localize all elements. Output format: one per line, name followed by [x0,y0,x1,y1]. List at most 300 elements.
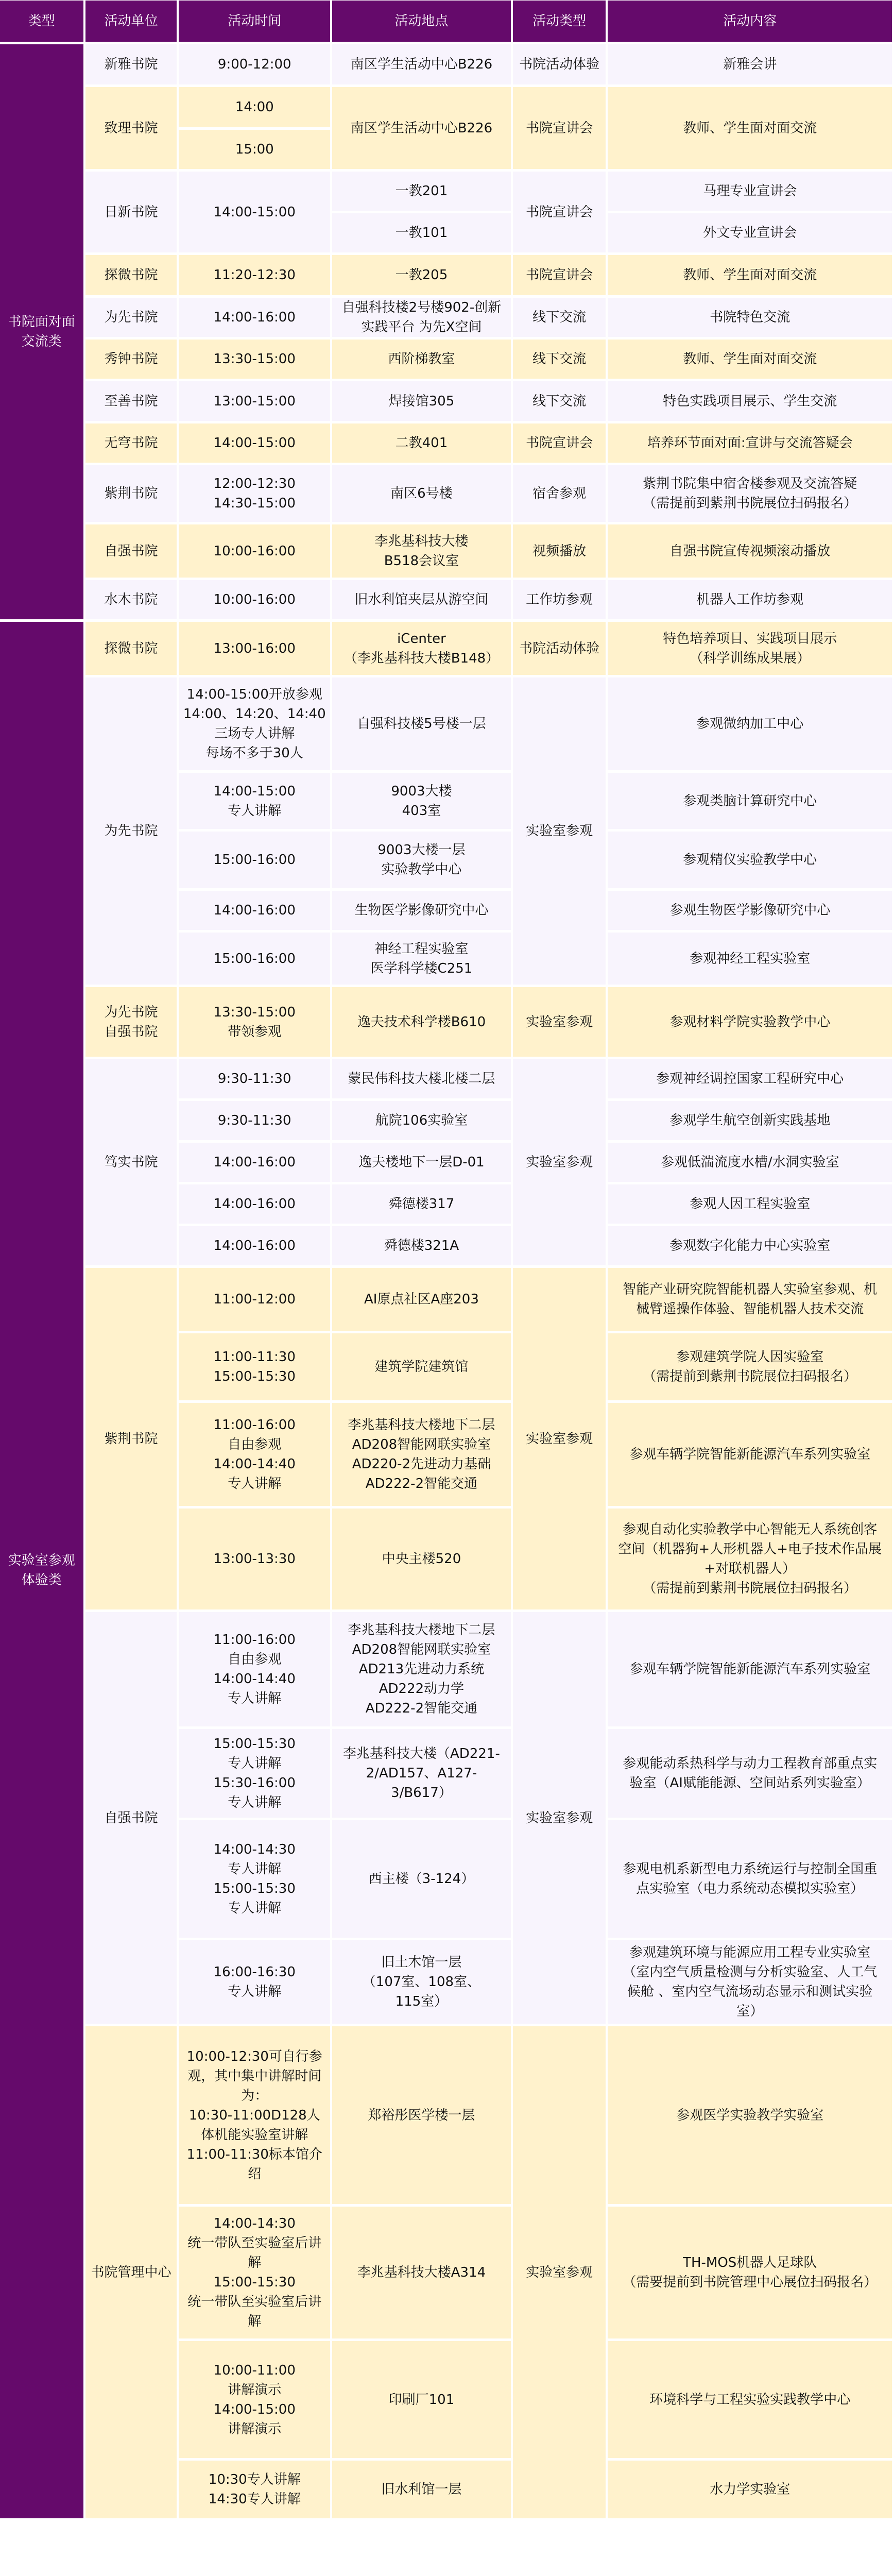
time-text-line: 14:00-14:30 [213,2216,296,2231]
cell-time [179,1509,330,1609]
place-text-line: 西阶梯教室 [388,351,455,367]
cell-unit [85,1268,177,1609]
cell-place [332,172,511,211]
cell-time [179,1820,330,1938]
table-row [0,340,892,379]
time-text-line: 14:00-16:00 [213,903,296,918]
cell-content [608,524,892,578]
content-text-line: 教师、学生面对面交流 [683,351,817,367]
cell-unit [85,87,177,169]
unit-text-line: 自强书院 [104,1024,158,1040]
place-text-line: 中央主楼520 [382,1551,461,1567]
cell-place [332,340,511,379]
content-text-line: 机器人工作坊参观 [696,592,804,607]
content-text-line: 参观生物医学影像研究中心 [669,903,831,918]
cell-unit [85,423,177,463]
time-text-line: 9:30-11:30 [217,1113,291,1128]
time-text-line: 15:00-15:30 [213,1369,296,1384]
cell-content [608,891,892,930]
cell-time [179,465,330,522]
cell-content [608,255,892,295]
content-text-line: （科学训练成果展） [690,650,811,666]
unit-text-line: 为先书院 [104,1004,158,1020]
place-text-line: 郑裕彤医学楼一层 [368,2107,475,2123]
table-row [0,465,892,522]
time-text-line: 14:00-16:00 [213,1238,296,1253]
unit-text-line: 至善书院 [104,393,158,409]
place-text-line: 焊接馆305 [388,393,455,409]
cell-place [332,1184,511,1224]
table-row [0,1612,892,1726]
header-time: 活动时间 [179,1,330,42]
content-text-line: 书院特色交流 [710,310,790,325]
cell-content [608,677,892,770]
type-text-line: 视频播放 [532,543,587,559]
cell-time [179,832,330,888]
cell-place [332,2461,511,2518]
content-text-line: （需提前到紫荆书院展位扫码报名） [643,496,857,511]
place-text-line: 李兆基科技大楼A314 [357,2265,486,2280]
cell-content [608,1268,892,1331]
cell-time [179,381,330,421]
time-text-line: 14:00-15:00 [213,435,296,451]
place-text-line: 2/AD157、A127- [366,1766,477,1781]
time-text-line: 11:00-12:00 [213,1292,296,1307]
place-text-line: 生物医学影像研究中心 [354,903,489,918]
cell-place [332,298,511,337]
cell-time [179,1184,330,1224]
time-text-line: 12:00-12:30 [213,476,296,492]
cell-content [608,933,892,985]
cell-content [608,1101,892,1140]
place-text-line: 李兆基科技大楼 [374,533,469,549]
cell-place [332,1143,511,1182]
content-text-line: +对联机器人） [704,1561,796,1577]
cell-type [513,1612,606,2024]
unit-text-line: 紫荆书院 [104,486,158,501]
table-row [0,172,892,211]
cell-content [608,580,892,619]
cell-content [608,1226,892,1265]
cell-type [513,2026,606,2518]
content-text-line: 空间（机器狗+人形机器人+电子技术作品展 [618,1541,882,1557]
cell-content [608,87,892,169]
time-text-line: 为： [241,2088,268,2104]
category-text-line: 实验室参观 [8,1552,75,1568]
time-text-line: 14:00-15:00 [213,783,296,799]
cell-place [332,1729,511,1818]
cell-type [513,677,606,985]
cell-content [608,987,892,1057]
place-text-line: AD208智能网联实验室 [352,1437,491,1452]
cell-time [179,933,330,985]
time-text-line: 15:00-15:30 [213,1736,296,1752]
cell-type [513,580,606,619]
cell-place [332,423,511,463]
cell-content [608,423,892,463]
place-text-line: 二教401 [395,435,448,451]
time-text-line: 绍 [248,2166,262,2182]
unit-text-line: 探微书院 [104,640,158,656]
cell-content [608,1403,892,1506]
cell-category [0,622,83,2518]
time-text-line: 14:00-16:00 [213,1196,296,1212]
place-text-line: iCenter [397,631,446,647]
category-text-line: 体验类 [21,1572,62,1588]
content-text-line: 参观能动系热科学与动力工程教育部重点实 [623,1756,878,1771]
content-text-line: 环境科学与工程实验实践教学中心 [649,2392,851,2408]
unit-text-line: 新雅书院 [104,57,158,72]
cell-place [332,524,511,578]
cell-unit [85,987,177,1057]
time-text-line: 13:00-15:00 [213,393,296,409]
type-text-line: 线下交流 [532,393,587,409]
cell-type [513,381,606,421]
unit-text-line: 水木书院 [104,592,158,607]
cell-place [332,933,511,985]
type-text-line: 实验室参观 [526,2264,593,2280]
place-text-line: AD208智能网联实验室 [352,1642,491,1657]
cell-content [608,1509,892,1609]
time-text-line: 9:00-12:00 [217,57,291,72]
table-row [0,255,892,295]
place-text-line: 9003大楼 [391,783,452,799]
cell-place [332,1940,511,2024]
content-text-line: 培养环节面对面:宣讲与交流答疑会 [647,435,853,451]
cell-time [179,524,330,578]
place-text-line: 舜德楼321A [384,1238,459,1253]
place-text-line: 蒙民伟科技大楼北楼二层 [348,1071,495,1087]
cell-time [179,1226,330,1265]
place-text-line: 9003大楼一层 [377,842,466,858]
cell-unit [85,622,177,675]
cell-unit [85,524,177,578]
place-text-line: 舜德楼317 [388,1196,455,1212]
time-text-line: 专人讲解 [228,1476,282,1492]
cell-time [179,1059,330,1098]
content-text-line: 参观精仪实验教学中心 [683,852,817,868]
cell-time [179,1101,330,1140]
content-text-line: 教师、学生面对面交流 [683,120,817,136]
type-text-line: 书院活动体验 [519,640,600,656]
content-text-line: 参观人因工程实验室 [690,1196,811,1212]
unit-text-line: 探微书院 [104,267,158,283]
cell-time [179,1729,330,1818]
cell-place [332,381,511,421]
cell-content [608,1184,892,1224]
cell-place [332,622,511,675]
content-text-line: 参观学生航空创新实践基地 [669,1113,831,1128]
time-text-line: 14:00-15:00 [213,204,296,220]
cell-content [608,1940,892,2024]
cell-content [608,773,892,829]
cell-type [513,255,606,295]
cell-unit [85,255,177,295]
cell-unit [85,298,177,337]
cell-time [179,1940,330,2024]
cell-content [608,2026,892,2204]
category-text-line: 交流类 [21,334,62,349]
place-text-line: 南区学生活动中心B226 [350,57,493,72]
place-text-line: 建筑学院建筑馆 [374,1359,469,1375]
time-text-line: 带领参观 [228,1024,282,1040]
time-text-line: 自由参观 [228,1437,282,1452]
place-text-line: AD222-2智能交通 [365,1701,478,1716]
time-text-line: 15:00 [235,142,274,157]
cell-time [179,1403,330,1506]
cell-unit [85,580,177,619]
cell-content [608,1059,892,1098]
time-text-line: 10:00-16:00 [213,543,296,559]
content-text-line: 马理专业宣讲会 [703,183,797,199]
cell-content [608,2341,892,2458]
time-text-line: 14:00-14:40 [213,1671,296,1687]
content-text-line: 紫荆书院集中宿舍楼参观及交流答疑 [643,476,857,492]
type-text-line: 书院宣讲会 [526,204,593,220]
cell-content [608,622,892,675]
unit-text-line: 自强书院 [104,543,158,559]
cell-place [332,465,511,522]
cell-time [179,2026,330,2204]
table-row [0,622,892,675]
cell-place [332,832,511,888]
place-text-line: 逸夫技术科学楼B610 [357,1014,486,1030]
place-text-line: 一教101 [395,225,448,241]
unit-text-line: 日新书院 [104,204,158,220]
content-text-line: 教师、学生面对面交流 [683,267,817,283]
type-text-line: 实验室参观 [526,823,593,839]
place-text-line: 航院106实验室 [375,1113,468,1128]
table-row [0,2026,892,2204]
cell-place [332,213,511,252]
cell-type [513,87,606,169]
content-text-line: 参观自动化实验教学中心智能无人系统创客 [623,1522,878,1537]
place-text-line: AD222动力学 [379,1681,465,1697]
type-text-line: 实验室参观 [526,1155,593,1170]
cell-time [179,44,330,84]
table-row [0,677,892,770]
content-text-line: （需提前到紫荆书院展位扫码报名） [643,1581,857,1596]
time-text-line: 专人讲解 [228,1691,282,1706]
cell-content [608,1333,892,1400]
time-text-line: 10:30-11:00D128人 [188,2107,320,2123]
cell-time [179,2207,330,2338]
time-text-line: 15:30-16:00 [213,1775,296,1791]
cell-place [332,1226,511,1265]
place-text-line: 自强科技楼2号楼902-创新 [341,300,502,315]
content-text-line: 参观类脑计算研究中心 [683,793,817,809]
time-text-line: 14:00-14:30 [213,1842,296,1857]
cell-place [332,1509,511,1609]
time-text-line: 观，其中集中讲解时间 [187,2068,322,2084]
cell-place [332,580,511,619]
place-text-line: 自强科技楼5号楼一层 [357,716,486,732]
cell-content [608,1729,892,1818]
cell-type [513,465,606,522]
time-text-line: 13:30-15:00 [213,1004,296,1020]
table-row [0,580,892,619]
place-text-line: 一教201 [395,183,448,199]
place-text-line: 实验教学中心 [381,862,462,877]
cell-place [332,677,511,770]
table-row [0,987,892,1057]
content-text-line: 参观建筑环境与能源应用工程专业实验室 [629,1945,871,1960]
time-text-line: 15:00-15:30 [213,2275,296,2290]
content-text-line: 室） [736,2004,764,2019]
time-text-line: 11:00-11:30 [213,1349,296,1365]
header-unit: 活动单位 [85,1,177,42]
content-text-line: 参观数字化能力中心实验室 [669,1238,831,1253]
time-text-line: 14:00-16:00 [213,310,296,325]
type-text-line: 实验室参观 [526,1810,593,1826]
content-text-line: 新雅会讲 [723,57,777,72]
cell-content [608,465,892,522]
header-type: 活动类型 [513,1,606,42]
time-text-line: 10:00-11:00 [213,2362,296,2378]
cell-type [513,1059,606,1265]
cell-time [179,677,330,770]
time-text-line: 14:00-14:40 [213,1456,296,1472]
time-text-line: 14:30专人讲解 [208,2492,301,2507]
cell-time [179,987,330,1057]
content-text-line: 自强书院宣传视频滚动播放 [669,543,831,559]
unit-text-line: 为先书院 [104,310,158,325]
table-row [0,1268,892,1331]
content-text-line: 参观车辆学院智能新能源汽车系列实验室 [629,1662,871,1677]
place-text-line: 403室 [402,803,441,819]
cell-type [513,1268,606,1609]
cell-type [513,987,606,1057]
cell-place [332,44,511,84]
cell-time [179,130,330,169]
place-text-line: 南区6号楼 [390,486,453,501]
type-text-line: 实验室参观 [526,1014,593,1030]
cell-place [332,2026,511,2204]
cell-place [332,1333,511,1400]
place-text-line: B518会议室 [384,553,459,569]
content-text-line: 外文专业宣讲会 [703,225,797,241]
time-text-line: 15:00-16:00 [213,852,296,868]
table-row [0,524,892,578]
place-text-line: 李兆基科技大楼（AD221- [343,1746,500,1761]
content-text-line: 参观低湍流度水槽/水洞实验室 [660,1155,839,1170]
content-text-line: 水力学实验室 [710,2482,790,2497]
time-text-line: 10:30专人讲解 [208,2472,301,2487]
cell-time [179,2461,330,2518]
time-text-line: 统一带队至实验室后讲 [187,2235,322,2251]
place-text-line: AD220-2先进动力基础 [352,1456,491,1472]
content-text-line: 械臂遥操作体验、智能机器人技术交流 [636,1301,864,1317]
place-text-line: 旧土木馆一层 [381,1955,462,1970]
time-text-line: 11:00-16:00 [213,1417,296,1433]
place-text-line: 印刷厂101 [388,2392,455,2408]
cell-unit [85,44,177,84]
time-text-line: 解 [248,2314,262,2329]
time-text-line: 自由参观 [228,1652,282,1667]
cell-unit [85,2026,177,2518]
cell-type [513,172,606,252]
table-row [0,423,892,463]
time-text-line: 讲解演示 [228,2382,282,2398]
type-text-line: 书院宣讲会 [526,267,593,283]
cell-place [332,773,511,829]
cell-unit [85,1612,177,2024]
header-place: 活动地点 [332,1,511,42]
content-text-line: 参观医学实验教学实验室 [676,2107,824,2123]
type-text-line: 实验室参观 [526,1431,593,1447]
unit-text-line: 致理书院 [104,120,158,136]
cell-time [179,1268,330,1331]
content-text-line: 验室（AI赋能能源、空间站系列实验室） [629,1775,870,1791]
content-text-line: 参观车辆学院智能新能源汽车系列实验室 [629,1447,871,1462]
table-row [0,381,892,421]
time-text-line: 专人讲解 [228,803,282,819]
unit-text-line: 紫荆书院 [104,1431,158,1447]
time-text-line: 专人讲解 [228,1861,282,1877]
cell-time [179,340,330,379]
type-text-line: 线下交流 [532,310,587,325]
time-text-line: 14:00-16:00 [213,1155,296,1170]
place-text-line: 逸夫楼地下一层D-01 [358,1155,485,1170]
place-text-line: 实践平台 为先X空间 [361,319,482,335]
table-header-row [0,1,892,42]
cell-type [513,423,606,463]
cell-place [332,987,511,1057]
header-category: 类型 [0,1,83,42]
place-text-line: 115室） [395,1994,448,2009]
cell-content [608,2461,892,2518]
unit-text-line: 秀钟书院 [104,351,158,367]
time-text-line: 每场不多于30人 [205,745,303,761]
place-text-line: （李兆基科技大楼B148） [343,650,500,666]
time-text-line: 13:00-16:00 [213,640,296,656]
content-text-line: 参观微纳加工中心 [696,716,804,732]
cell-time [179,1143,330,1182]
content-text-line: （需提前到紫荆书院展位扫码报名） [643,1369,857,1384]
time-text-line: 讲解演示 [228,2421,282,2437]
time-text-line: 专人讲解 [228,1901,282,1916]
type-text-line: 书院活动体验 [519,57,600,72]
place-text-line: 3/B617） [391,1785,452,1801]
table-row [0,1059,892,1098]
type-text-line: 工作坊参观 [526,592,593,607]
cell-place [332,1820,511,1938]
place-text-line: 李兆基科技大楼地下二层 [348,1622,495,1638]
cell-type [513,44,606,84]
time-text-line: 专人讲解 [228,1984,282,1999]
time-text-line: 体机能实验室讲解 [201,2127,308,2143]
unit-text-line: 自强书院 [104,1810,158,1826]
cell-place [332,891,511,930]
cell-type [513,524,606,578]
cell-time [179,255,330,295]
cell-place [332,2207,511,2338]
unit-text-line: 无穹书院 [104,435,158,451]
cell-place [332,87,511,169]
time-text-line: 11:00-16:00 [213,1632,296,1648]
cell-place [332,1268,511,1331]
content-text-line: 候舱 、室内空气流场动态显示和测试实验 [627,1984,873,1999]
cell-place [332,255,511,295]
place-text-line: AD222-2智能交通 [365,1476,478,1492]
time-text-line: 三场专人讲解 [214,726,295,741]
cell-unit [85,1059,177,1265]
time-text-line: 14:00 [235,99,274,115]
type-text-line: 书院宣讲会 [526,120,593,136]
content-text-line: 特色实践项目展示、学生交流 [663,393,837,409]
cell-category [0,44,83,619]
table-row [0,44,892,84]
